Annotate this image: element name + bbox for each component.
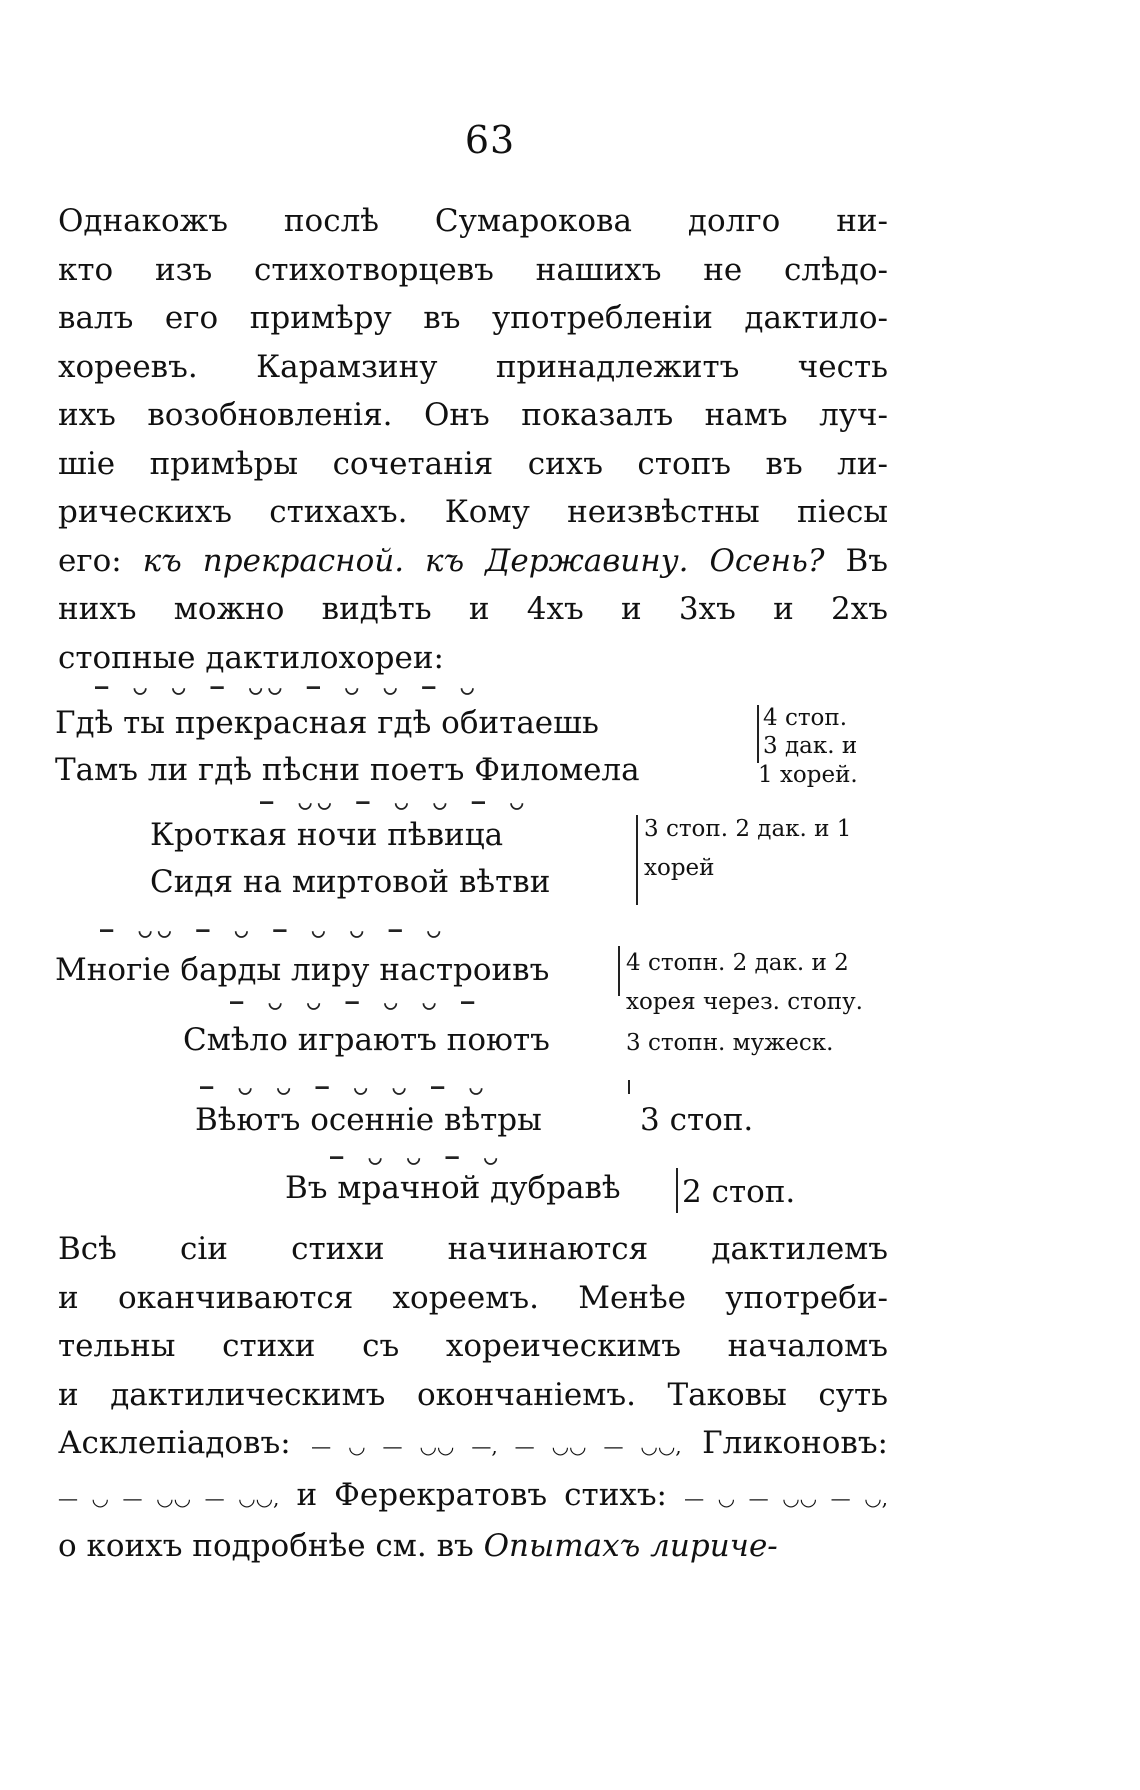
text-line: шіе примѣры сочетанія сихъ стопъ въ ли- [58,445,888,482]
text-fragment: и Ферекратовъ стихъ: [296,1476,668,1513]
meter-scheme: — ◡ ◡ — ◡ ◡ — ◡ [200,1075,489,1100]
text-fragment: Въ [845,542,889,579]
meter-scheme: — ◡ ◡ — ◡ ◡ — [230,990,481,1015]
verse-line: Въ мрачной дубравѣ [285,1170,621,1206]
verse-line: Гдѣ ты прекрасная гдѣ обитаешь [55,705,599,741]
meter-scheme: — ◡ — ◡◡ — ◡, [684,1485,889,1510]
meter-scheme: — ◡◡ — ◡ — ◡ ◡ — ◡ [100,918,447,943]
text-line: хореевъ. Карамзину принадлежитъ честь [58,348,888,385]
meter-note: 1 хорей. [758,762,858,788]
text-fragment: его: [58,542,122,579]
text-line: стопные дактилохореи: [58,639,444,676]
meter-note: 3 стоп. [640,1102,754,1138]
text-line: валъ его примѣру въ употребленіи дактило- [58,300,888,336]
text-line: кто изъ стихотворцевъ нашихъ не слѣдо- [58,251,888,288]
meter-scheme: — ◡ — ◡◡ —, — ◡◡ — ◡◡, [311,1434,682,1458]
text-fragment: Асклепіадовъ: [58,1425,291,1461]
text-line [58,1471,888,1523]
verse-line: Сидя на миртовой вѣтви [150,864,551,900]
text-line [58,537,888,586]
text-line: рическихъ стихахъ. Кому неизвѣстны піесы [58,494,888,530]
bracket-line [618,946,620,996]
text-fragment: Гликоновъ: [702,1425,888,1461]
meter-note: 2 стоп. [682,1174,796,1210]
text-line: и дактилическимъ окончаніемъ. Таковы суть [58,1376,888,1413]
bracket-line [676,1168,678,1213]
verse-line: Вѣютъ осенніе вѣтры [195,1102,542,1138]
verse-line: Тамъ ли гдѣ пѣсни поетъ Филомела [55,752,640,788]
bracket-line [636,815,638,905]
text-line: ихъ возобновленія. Онъ показалъ намъ луч- [58,397,888,433]
verse-line: Многіе барды лиру настроивъ [55,952,550,988]
meter-note: 3 стоп. 2 дак. и 1 [644,816,852,842]
meter-scheme: — ◡◡ — ◡ ◡ — ◡ [260,790,530,815]
meter-scheme: — ◡ — ◡◡ — ◡◡, [58,1485,280,1510]
meter-note: хорея через. стопу. [626,989,863,1015]
text-line: Всѣ сіи стихи начинаются дактилемъ [58,1231,888,1267]
meter-scheme: — ◡ ◡ — ◡◡ — ◡ ◡ — ◡ [95,675,480,700]
text-fragment: о коихъ подробнѣе см. въ [58,1528,474,1564]
text-line: нихъ можно видѣть и 4хъ и 3хъ и 2хъ [58,591,888,627]
meter-note: 4 стоп. [763,705,848,731]
outro-paragraph [58,1225,888,1571]
verse-line: Кроткая ночи пѣвица [150,817,504,853]
meter-scheme: — ◡ ◡ — ◡ [330,1145,504,1170]
italic-titles: къ прекрасной. къ Державину. Осень? [142,542,825,579]
text-line: Однакожъ послѣ Сумарокова долго ни- [58,203,888,239]
intro-paragraph [58,197,888,682]
text-line: тельны стихи съ хореическимъ началомъ [58,1328,888,1364]
verse-line: Смѣло играютъ поютъ [183,1022,550,1058]
meter-note: 3 дак. и [763,733,858,759]
page-number: 63 [464,118,516,162]
meter-note: 3 стопн. мужеск. [626,1030,834,1056]
bracket-line [628,1080,630,1094]
text-line [58,1522,888,1571]
meter-note: 4 стопн. 2 дак. и 2 [626,950,849,976]
meter-note: хорей [644,855,715,881]
text-line [58,1419,888,1471]
text-line: и оканчиваются хореемъ. Менѣе употреби- [58,1279,888,1316]
italic-title: Опытахъ лириче- [483,1528,778,1564]
bracket-line [757,705,759,763]
